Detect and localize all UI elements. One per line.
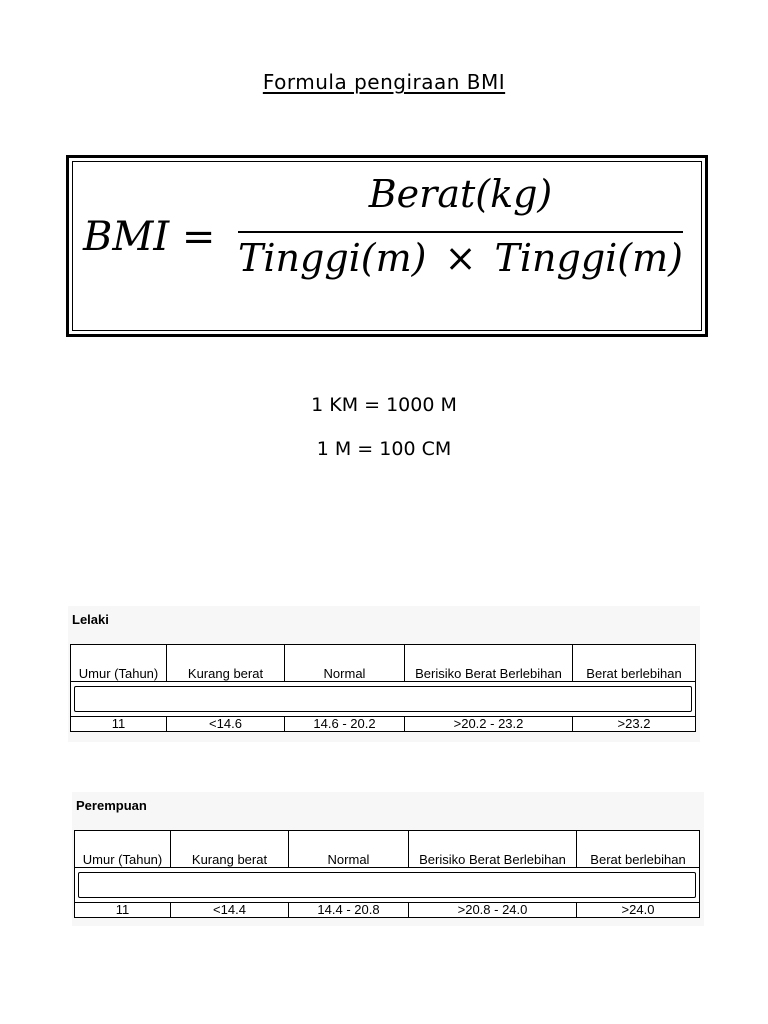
header-berat-berlebihan: Berat berlebihan: [577, 831, 700, 868]
formula-box: [66, 155, 708, 337]
times-sign: ×: [444, 236, 477, 280]
cell-umur: 11: [75, 903, 171, 918]
cell-kurang-berat: <14.4: [171, 903, 289, 918]
bmi-table: [74, 830, 700, 918]
table-row: [71, 717, 696, 732]
cell-kurang-berat: <14.6: [167, 717, 285, 732]
cell-normal: 14.6 - 20.2: [285, 717, 405, 732]
cover-box: [78, 872, 696, 898]
table-header-row: [75, 831, 700, 868]
denominator-left: Tinggi(m): [238, 236, 427, 280]
cell-normal: 14.4 - 20.8: [289, 903, 409, 918]
cell-berat-berlebihan: >24.0: [577, 903, 700, 918]
bmi-table: [70, 644, 696, 732]
table-row-covered: [75, 868, 700, 903]
header-normal: Normal: [285, 645, 405, 682]
cell-umur: 11: [71, 717, 167, 732]
covered-cell: [75, 868, 700, 903]
table-header-row: [71, 645, 696, 682]
formula-lhs: BMI =: [83, 214, 216, 260]
denominator-right: Tinggi(m): [494, 236, 683, 280]
bmi-formula: [83, 172, 695, 302]
header-berat-berlebihan: Berat berlebihan: [573, 645, 696, 682]
cell-berat-berlebihan: >23.2: [573, 717, 696, 732]
header-berisiko: Berisiko Berat Berlebihan: [405, 645, 573, 682]
formula-denominator: [238, 236, 683, 280]
cover-box: [74, 686, 692, 712]
bmi-table-perempuan: [72, 792, 704, 926]
table-row: [75, 903, 700, 918]
formula-numerator: Berat(kg): [368, 172, 553, 216]
header-umur: Umur (Tahun): [75, 831, 171, 868]
page-title: [0, 70, 768, 94]
page-title-text: Formula pengiraan BMI: [262, 70, 506, 94]
header-kurang-berat: Kurang berat: [167, 645, 285, 682]
fraction-bar: [238, 231, 683, 233]
cell-berisiko: >20.2 - 23.2: [405, 717, 573, 732]
cell-berisiko: >20.8 - 24.0: [409, 903, 577, 918]
covered-cell: [71, 682, 696, 717]
conversion-km: 1 KM = 1000 M: [311, 394, 457, 416]
conversion-m: 1 M = 100 CM: [316, 438, 452, 460]
bmi-table-lelaki: [68, 606, 700, 742]
header-berisiko: Berisiko Berat Berlebihan: [409, 831, 577, 868]
table-group-label: Lelaki: [72, 612, 109, 627]
header-normal: Normal: [289, 831, 409, 868]
header-umur: Umur (Tahun): [71, 645, 167, 682]
table-group-label: Perempuan: [76, 798, 147, 813]
header-kurang-berat: Kurang berat: [171, 831, 289, 868]
table-row-covered: [71, 682, 696, 717]
